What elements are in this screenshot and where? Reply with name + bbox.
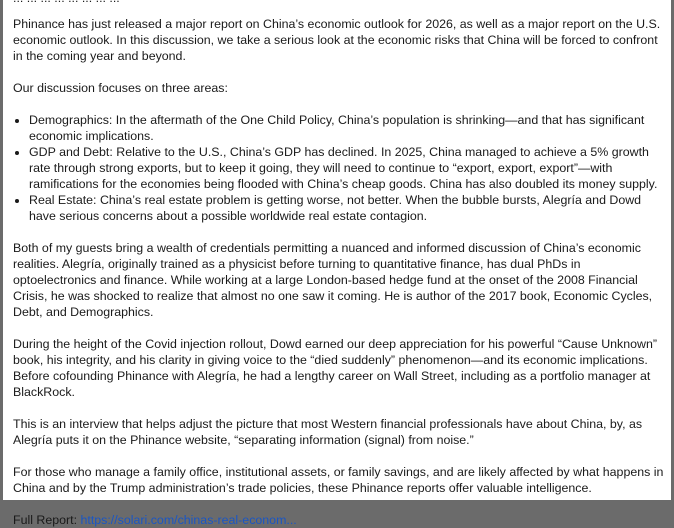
content-panel xyxy=(3,0,671,527)
article-body xyxy=(13,0,665,528)
list-item-gdp-debt: • GDP and Debt: Relative to the U.S., China’s GDP has declined. In 2025, China managed to achieve a 5% growth rate through strong exports, but to keep it going, they will need to continue to “export, export, export”—with ramifications for the economies being flooded with China’s cheap goods. China has also doubled its money supply. xyxy=(29,144,665,192)
full-report-label: Full Report: xyxy=(13,513,81,527)
list-item-demographics: • Demographics: In the aftermath of the One Child Policy, China’s population is shrinking—and that has significant economic implications. xyxy=(29,112,665,144)
full-report-line xyxy=(13,512,665,528)
intro-paragraph: Phinance has just released a major report on China’s economic outlook for 2026, as well as a major report on the U.S. economic outlook. In this discussion, we take a serious look at the economic risks that China will be forced to confront in the coming year and beyond. xyxy=(13,17,661,63)
focus-paragraph: Our discussion focuses on three areas: xyxy=(13,81,228,95)
full-report-link[interactable]: https://solari.com/chinas-real-econom... xyxy=(80,513,297,527)
cut-off-line xyxy=(13,0,665,6)
dowd-paragraph: During the height of the Covid injection rollout, Dowd earned our deep appreciation for his powerful “Cause Unknown” book, his integrity, and his clarity in giving voice to the “died suddenly” phenomenon—and its economic implications. Before cofounding Phinance with Alegría, he had a lengthy career on Wall Street, including as a portfolio manager at BlackRock. xyxy=(13,337,657,399)
interview-paragraph: This is an interview that helps adjust the picture that most Western financial professionals have about China, by, as Alegría puts it on the Phinance website, “separating information (signal) from noise.” xyxy=(13,417,643,447)
audience-paragraph: For those who manage a family office, institutional assets, or family savings, and are likely affected by what happens in China and by the Trump administration’s trade policies, these Phinance reports offer valuable intelligence. xyxy=(13,465,664,495)
guests-paragraph: Both of my guests bring a wealth of credentials permitting a nuanced and informed discussion of China’s economic realities. Alegría, originally trained as a physicist before turning to quantitative finance, has dual PhDs in optoelectronics and finance. While working at a large London-based hedge fund at the onset of the 2008 Financial Crisis, he was shocked to realize that almost no one saw it coming. He is author of the 2017 book, Economic Cycles, Debt, and Demographics. xyxy=(13,241,653,319)
focus-areas-list xyxy=(13,112,665,224)
list-item-real-estate: • Real Estate: China’s real estate problem is getting worse, not better. When the bubble bursts, Alegría and Dowd have serious concerns about a possible worldwide real estate contagion. xyxy=(29,192,665,224)
